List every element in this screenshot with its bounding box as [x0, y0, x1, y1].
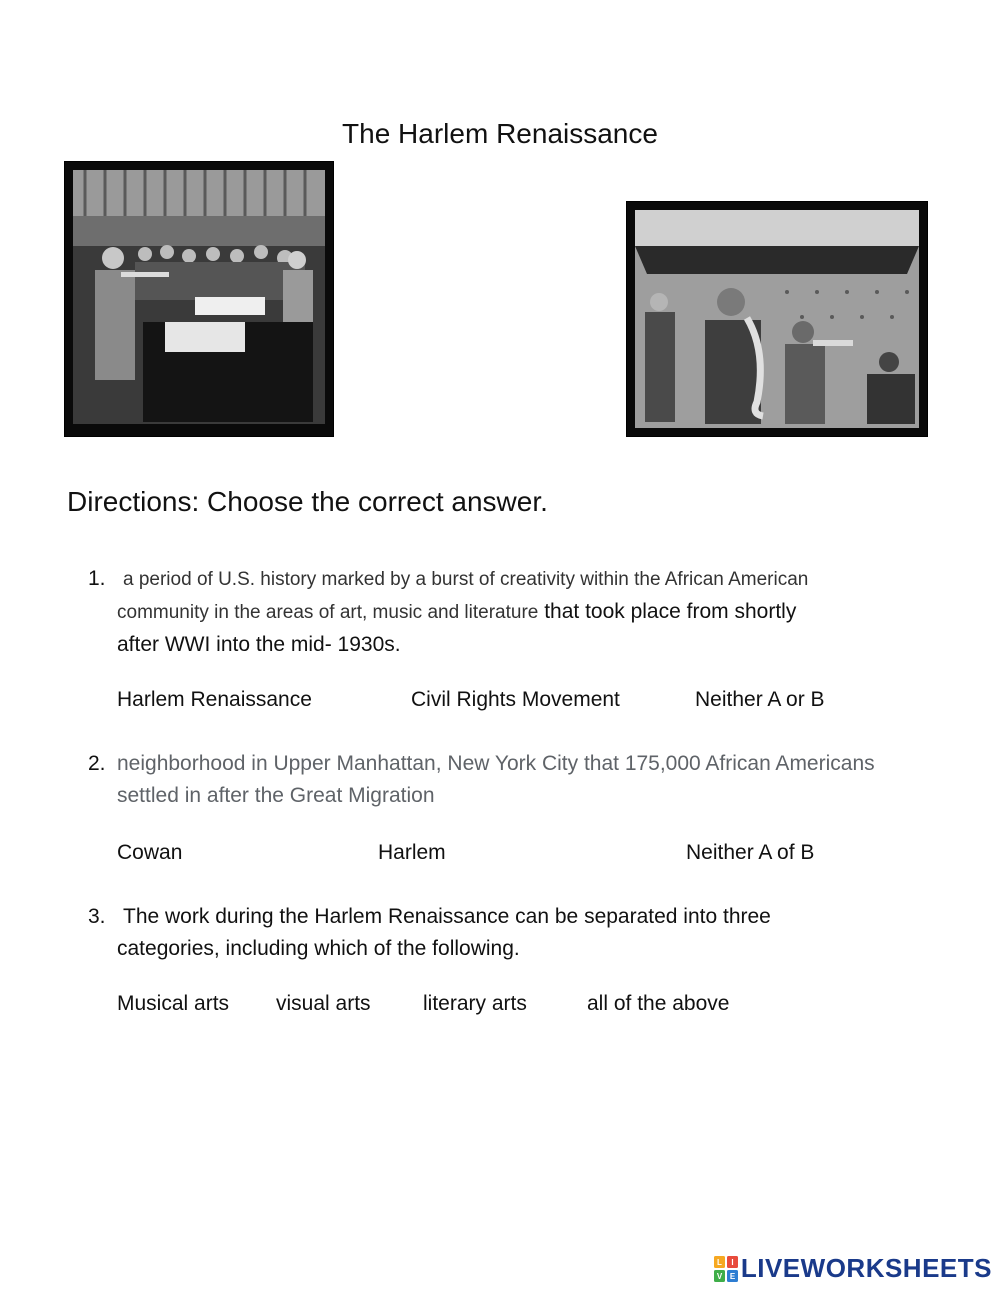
option-musical-arts[interactable]: Musical arts [117, 992, 230, 1015]
directions: Directions: Choose the correct answer. [67, 486, 548, 517]
option-visual-arts[interactable]: visual arts [276, 992, 371, 1015]
question-3-options [0, 992, 1000, 1024]
svg-text:E: E [729, 1271, 736, 1281]
question-1-options [0, 688, 1000, 720]
option-neither[interactable]: Neither A or B [695, 688, 825, 711]
option-civil-rights-movement[interactable]: Civil Rights Movement [411, 688, 620, 711]
brand-name: LIVEWORKSHEETS [740, 1253, 992, 1283]
option-neither[interactable]: Neither A of B [686, 841, 815, 864]
option-all-of-the-above[interactable]: all of the above [587, 992, 730, 1015]
liveworksheets-logo-icon [714, 1256, 738, 1282]
question-text: neighborhood in Upper Manhattan, New York City that 175,000 African Americans settled in after the Great Migration [117, 752, 875, 807]
option-literary-arts[interactable]: literary arts [423, 992, 527, 1015]
option-harlem-renaissance[interactable]: Harlem Renaissance [117, 688, 312, 711]
question-text: The work during the Harlem Renaissance can be separated into three categories, including which of the following. [117, 905, 771, 960]
svg-text:I: I [731, 1257, 734, 1267]
jazz-band-photo-right [626, 201, 928, 437]
question-number: 2. [88, 752, 106, 775]
question-number: 3. [88, 905, 106, 928]
question-1 [88, 563, 948, 663]
question-number: 1. [88, 567, 106, 590]
question-2-options [0, 841, 1000, 873]
question-2 [88, 748, 968, 814]
question-text: a period of U.S. history marked by a burst of creativity within the African American community in the areas of art, music and literature that took place from shortly after WWI into the mid- 1930s. [117, 569, 809, 656]
question-3 [88, 901, 948, 967]
svg-text:L: L [716, 1257, 722, 1267]
svg-text:V: V [716, 1271, 723, 1281]
option-harlem[interactable]: Harlem [378, 841, 446, 864]
liveworksheets-brand [714, 1253, 992, 1284]
page-title: The Harlem Renaissance [342, 118, 658, 149]
jazz-band-photo-left [64, 161, 334, 437]
option-cowan[interactable]: Cowan [117, 841, 183, 864]
